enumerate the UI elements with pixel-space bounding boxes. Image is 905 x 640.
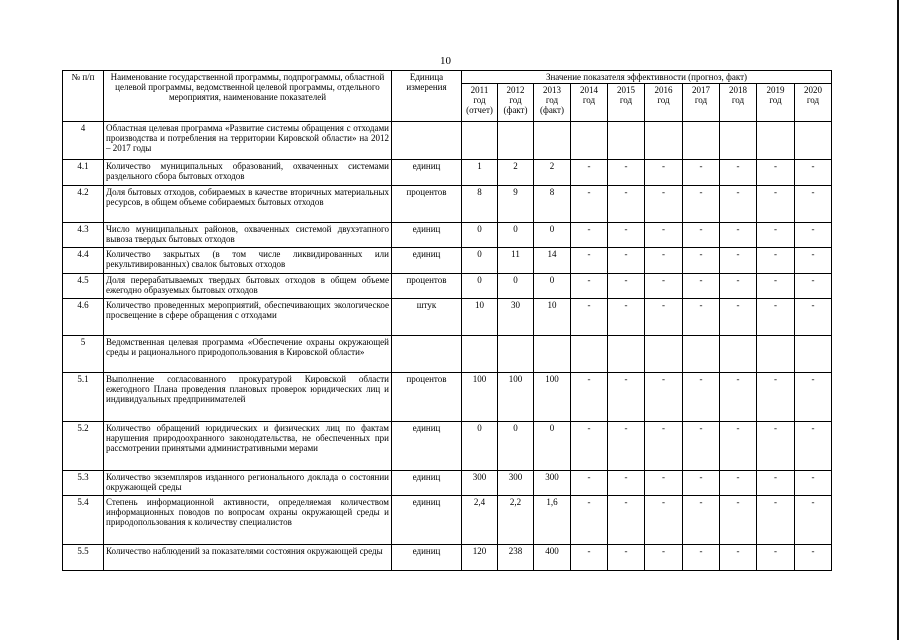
row-number: 4 bbox=[63, 122, 104, 160]
row-value: - bbox=[795, 545, 832, 571]
row-value: - bbox=[683, 274, 720, 299]
row-value: - bbox=[683, 299, 720, 336]
row-value: - bbox=[720, 496, 757, 545]
row-value: 0 bbox=[498, 422, 534, 471]
row-value: - bbox=[757, 274, 795, 299]
header-year bbox=[795, 84, 832, 122]
row-number: 5.3 bbox=[63, 471, 104, 496]
table-row bbox=[63, 274, 832, 299]
header-year-l2: год bbox=[694, 95, 708, 105]
header-year-year: 2017 bbox=[692, 85, 710, 95]
row-value: 10 bbox=[534, 299, 571, 336]
row-value: - bbox=[645, 223, 683, 248]
row-value: 8 bbox=[462, 186, 498, 223]
header-year-l2: год bbox=[806, 95, 820, 105]
row-value bbox=[571, 122, 608, 160]
table-row bbox=[63, 471, 832, 496]
row-value: 0 bbox=[498, 274, 534, 299]
row-value: - bbox=[608, 248, 645, 274]
row-value: - bbox=[720, 422, 757, 471]
indicators-table bbox=[62, 70, 832, 571]
table-row bbox=[63, 422, 832, 471]
header-year-year: 2020 bbox=[804, 85, 822, 95]
row-name: Количество наблюдений за показателями состояния окружающей среды bbox=[104, 545, 392, 571]
row-value bbox=[757, 336, 795, 373]
row-value: - bbox=[571, 373, 608, 422]
header-name: Наименование государственной программы, подпрограммы, областной целевой программы, ведомственной целевой программы, отдельного мероприятия, наименование показателей bbox=[104, 71, 392, 122]
row-number: 4.2 bbox=[63, 186, 104, 223]
row-value bbox=[498, 122, 534, 160]
row-value: - bbox=[720, 299, 757, 336]
row-value: 120 bbox=[462, 545, 498, 571]
header-year bbox=[645, 84, 683, 122]
header-year bbox=[498, 84, 534, 122]
row-value bbox=[608, 122, 645, 160]
header-year-l2: год bbox=[582, 95, 596, 105]
row-value: - bbox=[795, 186, 832, 223]
row-value: - bbox=[720, 274, 757, 299]
header-year-l2: год bbox=[731, 95, 745, 105]
row-value bbox=[720, 122, 757, 160]
row-value: - bbox=[608, 496, 645, 545]
table-row bbox=[63, 299, 832, 336]
header-year-l2: год bbox=[657, 95, 670, 105]
row-value: - bbox=[795, 373, 832, 422]
row-value: 1 bbox=[462, 160, 498, 186]
row-value: - bbox=[683, 545, 720, 571]
row-value: - bbox=[757, 186, 795, 223]
row-number: 4.6 bbox=[63, 299, 104, 336]
row-value: - bbox=[608, 373, 645, 422]
row-value: - bbox=[757, 422, 795, 471]
row-value: - bbox=[720, 186, 757, 223]
row-value: - bbox=[608, 545, 645, 571]
row-value: 0 bbox=[534, 422, 571, 471]
row-value bbox=[720, 336, 757, 373]
row-value: - bbox=[645, 496, 683, 545]
row-value: - bbox=[683, 160, 720, 186]
row-value: 14 bbox=[534, 248, 571, 274]
row-value: 300 bbox=[534, 471, 571, 496]
row-value: - bbox=[720, 248, 757, 274]
row-number: 5.1 bbox=[63, 373, 104, 422]
table-header bbox=[63, 71, 832, 122]
row-value: - bbox=[757, 248, 795, 274]
row-value: 0 bbox=[462, 223, 498, 248]
row-unit: единиц bbox=[392, 422, 462, 471]
row-value bbox=[757, 122, 795, 160]
row-unit: штук bbox=[392, 299, 462, 336]
row-name: Доля перерабатываемых твердых бытовых отходов в общем объеме ежегодно образуемых бытовых отходов bbox=[104, 274, 392, 299]
row-unit: процентов bbox=[392, 373, 462, 422]
header-year bbox=[534, 84, 571, 122]
row-number: 4.4 bbox=[63, 248, 104, 274]
row-value: - bbox=[608, 223, 645, 248]
table-row bbox=[63, 223, 832, 248]
row-name: Количество закрытых (в том числе ликвидированных или рекультивированных) свалок бытовых отходов bbox=[104, 248, 392, 274]
row-name: Количество обращений юридических и физических лиц по фактам нарушения природоохранного законодательства, не обеспеченных при рассмотрении принятыми административными мерами bbox=[104, 422, 392, 471]
row-value: 2,2 bbox=[498, 496, 534, 545]
row-value bbox=[571, 336, 608, 373]
row-value bbox=[462, 336, 498, 373]
row-value: 0 bbox=[498, 223, 534, 248]
row-value: 30 bbox=[498, 299, 534, 336]
row-unit: единиц bbox=[392, 160, 462, 186]
row-value: 0 bbox=[462, 274, 498, 299]
row-unit: единиц bbox=[392, 545, 462, 571]
row-name: Число муниципальных районов, охваченных системой двухэтапного вывоза твердых бытовых отходов bbox=[104, 223, 392, 248]
row-value: - bbox=[645, 545, 683, 571]
header-year bbox=[720, 84, 757, 122]
row-value: - bbox=[608, 274, 645, 299]
row-value: - bbox=[757, 160, 795, 186]
row-value: 1,6 bbox=[534, 496, 571, 545]
row-value: - bbox=[683, 471, 720, 496]
row-number: 5.5 bbox=[63, 545, 104, 571]
row-value: - bbox=[571, 160, 608, 186]
row-value: 2,4 bbox=[462, 496, 498, 545]
header-year bbox=[571, 84, 608, 122]
row-value: - bbox=[571, 422, 608, 471]
row-value: - bbox=[571, 223, 608, 248]
row-value bbox=[608, 336, 645, 373]
row-value bbox=[683, 336, 720, 373]
row-value: 300 bbox=[498, 471, 534, 496]
row-value: 2 bbox=[498, 160, 534, 186]
header-year-l2: год bbox=[769, 95, 782, 105]
row-value: 2 bbox=[534, 160, 571, 186]
row-value: 9 bbox=[498, 186, 534, 223]
row-value: - bbox=[645, 160, 683, 186]
row-name: Областная целевая программа «Развитие системы обращения с отходами производства и потребления на территории Кировской области» на 2012 – 2017 годы bbox=[104, 122, 392, 160]
row-name: Доля бытовых отходов, собираемых в качестве вторичных материальных ресурсов, в общем объеме собираемых бытовых отходов bbox=[104, 186, 392, 223]
row-value: - bbox=[645, 274, 683, 299]
row-value: - bbox=[645, 471, 683, 496]
row-value bbox=[645, 336, 683, 373]
row-name: Количество проведенных мероприятий, обеспечивающих экологическое просвещение в сфере обращения с отходами bbox=[104, 299, 392, 336]
row-value: - bbox=[757, 223, 795, 248]
row-name: Количество муниципальных образований, охваченных системами раздельного сбора бытовых отходов bbox=[104, 160, 392, 186]
row-unit: единиц bbox=[392, 496, 462, 545]
row-value: - bbox=[795, 299, 832, 336]
row-value: - bbox=[795, 223, 832, 248]
row-value: - bbox=[645, 422, 683, 471]
row-value: 100 bbox=[462, 373, 498, 422]
row-value: - bbox=[683, 186, 720, 223]
row-value: - bbox=[757, 471, 795, 496]
header-year bbox=[757, 84, 795, 122]
row-number: 5 bbox=[63, 336, 104, 373]
row-value: - bbox=[795, 422, 832, 471]
header-year-year: 2018 bbox=[729, 85, 747, 95]
header-num: № п/п bbox=[63, 71, 104, 122]
row-value: - bbox=[795, 496, 832, 545]
row-unit bbox=[392, 122, 462, 160]
header-unit: Единица измерения bbox=[392, 71, 462, 122]
row-value: - bbox=[571, 545, 608, 571]
row-number: 4.5 bbox=[63, 274, 104, 299]
header-year-l3: (факт) bbox=[503, 105, 528, 115]
row-value: - bbox=[645, 373, 683, 422]
table-row bbox=[63, 336, 832, 373]
header-values: Значение показателя эффективности (прогноз, факт) bbox=[462, 71, 832, 84]
row-value: - bbox=[683, 373, 720, 422]
row-value: 0 bbox=[534, 223, 571, 248]
row-value: - bbox=[571, 274, 608, 299]
header-year-l2: год bbox=[545, 95, 559, 105]
row-value: 100 bbox=[498, 373, 534, 422]
header-year-l2: год bbox=[509, 95, 522, 105]
header-year-year: 2019 bbox=[766, 85, 785, 95]
row-value: 0 bbox=[462, 422, 498, 471]
row-value bbox=[534, 122, 571, 160]
row-value: - bbox=[757, 373, 795, 422]
row-value: - bbox=[645, 299, 683, 336]
row-value bbox=[462, 122, 498, 160]
row-number: 4.3 bbox=[63, 223, 104, 248]
table-row bbox=[63, 496, 832, 545]
row-value: - bbox=[683, 496, 720, 545]
header-year bbox=[683, 84, 720, 122]
table-row bbox=[63, 373, 832, 422]
row-value: - bbox=[608, 422, 645, 471]
row-value: 8 bbox=[534, 186, 571, 223]
header-year-year: 2014 bbox=[580, 85, 598, 95]
header-year-l2: год bbox=[619, 95, 633, 105]
row-name: Ведомственная целевая программа «Обеспечение охраны окружающей среды и рационального природопользования в Кировской области» bbox=[104, 336, 392, 373]
row-value: - bbox=[720, 373, 757, 422]
header-year-year: 2013 bbox=[543, 85, 561, 95]
row-value: - bbox=[757, 545, 795, 571]
row-value: - bbox=[757, 299, 795, 336]
row-value: - bbox=[571, 471, 608, 496]
row-value: - bbox=[795, 160, 832, 186]
table-row bbox=[63, 160, 832, 186]
row-value: 11 bbox=[498, 248, 534, 274]
row-value: - bbox=[795, 274, 832, 299]
header-year-year: 2016 bbox=[654, 85, 673, 95]
row-value: - bbox=[571, 496, 608, 545]
row-value: - bbox=[720, 545, 757, 571]
page-edge-line bbox=[897, 0, 899, 640]
table-row bbox=[63, 545, 832, 571]
row-value: - bbox=[608, 471, 645, 496]
row-unit: единиц bbox=[392, 471, 462, 496]
row-value: - bbox=[757, 496, 795, 545]
row-unit: единиц bbox=[392, 223, 462, 248]
row-value: - bbox=[720, 160, 757, 186]
row-value: - bbox=[608, 160, 645, 186]
row-number: 5.2 bbox=[63, 422, 104, 471]
row-number: 4.1 bbox=[63, 160, 104, 186]
header-year-year: 2012 bbox=[506, 85, 525, 95]
row-value: - bbox=[608, 299, 645, 336]
table-row bbox=[63, 122, 832, 160]
row-number: 5.4 bbox=[63, 496, 104, 545]
row-value bbox=[795, 336, 832, 373]
row-value bbox=[795, 122, 832, 160]
row-value: 300 bbox=[462, 471, 498, 496]
header-year bbox=[462, 84, 498, 122]
row-value: 400 bbox=[534, 545, 571, 571]
header-year-year: 2015 bbox=[617, 85, 635, 95]
row-name: Выполнение согласованного прокуратурой Кировской области ежегодного Плана проведения плановых проверок юридических лиц и индивидуальных предпринимателей bbox=[104, 373, 392, 422]
table-row bbox=[63, 186, 832, 223]
row-value: 10 bbox=[462, 299, 498, 336]
page-number: 10 bbox=[440, 55, 451, 67]
row-value: - bbox=[608, 186, 645, 223]
row-value: 238 bbox=[498, 545, 534, 571]
row-value: - bbox=[683, 223, 720, 248]
table-body bbox=[63, 122, 832, 571]
row-value: - bbox=[645, 186, 683, 223]
row-unit: процентов bbox=[392, 186, 462, 223]
header-year-l2: год bbox=[473, 95, 486, 105]
row-unit: единиц bbox=[392, 248, 462, 274]
row-value: - bbox=[683, 422, 720, 471]
row-value: - bbox=[795, 471, 832, 496]
row-value bbox=[498, 336, 534, 373]
row-name: Количество экземпляров изданного регионального доклада о состоянии окружающей среды bbox=[104, 471, 392, 496]
header-year-year: 2011 bbox=[470, 85, 489, 95]
header-year bbox=[608, 84, 645, 122]
row-value: 0 bbox=[462, 248, 498, 274]
row-value: - bbox=[645, 248, 683, 274]
row-unit bbox=[392, 336, 462, 373]
row-value: - bbox=[720, 223, 757, 248]
row-value: 0 bbox=[534, 274, 571, 299]
header-year-l3: (факт) bbox=[539, 105, 564, 115]
row-value: 100 bbox=[534, 373, 571, 422]
row-value: - bbox=[571, 248, 608, 274]
row-value: - bbox=[571, 186, 608, 223]
row-value bbox=[683, 122, 720, 160]
row-value: - bbox=[720, 471, 757, 496]
row-value: - bbox=[683, 248, 720, 274]
row-name: Степень информационной активности, определяемая количеством информационных поводов по вопросам охраны окружающей среды и природопользования к количеству специалистов bbox=[104, 496, 392, 545]
row-value bbox=[534, 336, 571, 373]
row-unit: процентов bbox=[392, 274, 462, 299]
row-value: - bbox=[795, 248, 832, 274]
row-value: - bbox=[571, 299, 608, 336]
row-value bbox=[645, 122, 683, 160]
header-year-l3: (отчет) bbox=[466, 105, 493, 115]
table-row bbox=[63, 248, 832, 274]
